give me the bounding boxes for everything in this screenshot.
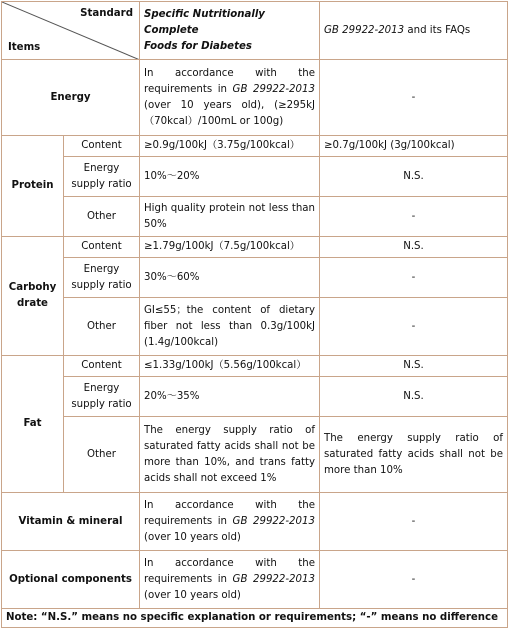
carbohydrate-content-label: Content [64,237,140,258]
fat-content-row [2,356,508,377]
carbohydrate-ratio-label: Energy supply ratio [64,258,140,298]
comparison-table [1,1,508,628]
protein-label: Protein [2,136,64,237]
energy-spec: In accordance with the requirements in GB 29922-2013 (over 10 years old), (≥295kJ （70kcal）/100mL or 100g) [140,60,320,136]
fat-other-gb: The energy supply ratio of saturated fatty acids shall not be more than 10% [320,417,508,493]
optional-row [2,551,508,609]
fat-ratio-spec: 20%～35% [140,377,320,417]
fat-content-label: Content [64,356,140,377]
header-gb-standard: GB 29922-2013 and its FAQs [320,2,508,60]
carbohydrate-ratio-row [2,258,508,298]
carbohydrate-content-spec: ≥1.79g/100kJ（7.5g/100kcal） [140,237,320,258]
protein-content-gb: ≥0.7g/100kJ (3g/100kcal) [320,136,508,157]
vitamin-label: Vitamin & mineral [2,493,140,551]
protein-other-row [2,197,508,237]
fat-ratio-row [2,377,508,417]
vitamin-spec: In accordance with the requirements in GB 29922-2013 (over 10 years old) [140,493,320,551]
header-specific-foods: Specific Nutritionally Complete Foods for Diabetes [140,2,320,60]
carbohydrate-other-gb: - [320,298,508,356]
protein-content-spec: ≥0.9g/100kJ（3.75g/100kcal） [140,136,320,157]
protein-ratio-gb: N.S. [320,157,508,197]
protein-ratio-spec: 10%～20% [140,157,320,197]
energy-gb: - [320,60,508,136]
protein-content-label: Content [64,136,140,157]
carbohydrate-content-row [2,237,508,258]
fat-content-spec: ≤1.33g/100kJ（5.56g/100kcal） [140,356,320,377]
carbohydrate-ratio-gb: - [320,258,508,298]
optional-label: Optional components [2,551,140,609]
carbohydrate-content-gb: N.S. [320,237,508,258]
fat-other-row [2,417,508,493]
fat-ratio-gb: N.S. [320,377,508,417]
carbohydrate-other-spec: GI≤55；the content of dietary fiber not less than 0.3g/100kJ (1.4g/100kcal) [140,298,320,356]
diagonal-header-cell [2,2,140,60]
protein-ratio-label: Energy supply ratio [64,157,140,197]
note-row [2,609,508,628]
energy-label: Energy [2,60,140,136]
header-items: Items [8,42,41,53]
fat-label: Fat [2,356,64,493]
header-row [2,2,508,60]
optional-spec: In accordance with the requirements in GB 29922-2013 (over 10 years old) [140,551,320,609]
energy-row [2,60,508,136]
protein-other-gb: - [320,197,508,237]
vitamin-row [2,493,508,551]
carbohydrate-other-row [2,298,508,356]
optional-gb: - [320,551,508,609]
header-standard: Standard [80,8,133,19]
fat-ratio-label: Energy supply ratio [64,377,140,417]
carbohydrate-label: Carbohy drate [2,237,64,356]
vitamin-gb: - [320,493,508,551]
fat-other-label: Other [64,417,140,493]
protein-ratio-row [2,157,508,197]
protein-content-row [2,136,508,157]
fat-content-gb: N.S. [320,356,508,377]
protein-other-spec: High quality protein not less than 50% [140,197,320,237]
carbohydrate-other-label: Other [64,298,140,356]
protein-other-label: Other [64,197,140,237]
carbohydrate-ratio-spec: 30%～60% [140,258,320,298]
fat-other-spec: The energy supply ratio of saturated fatty acids shall not be more than 10%, and trans fatty acids shall not exceed 1% [140,417,320,493]
table-note: Note: “N.S.” means no specific explanation or requirements; “-” means no difference [2,609,508,628]
